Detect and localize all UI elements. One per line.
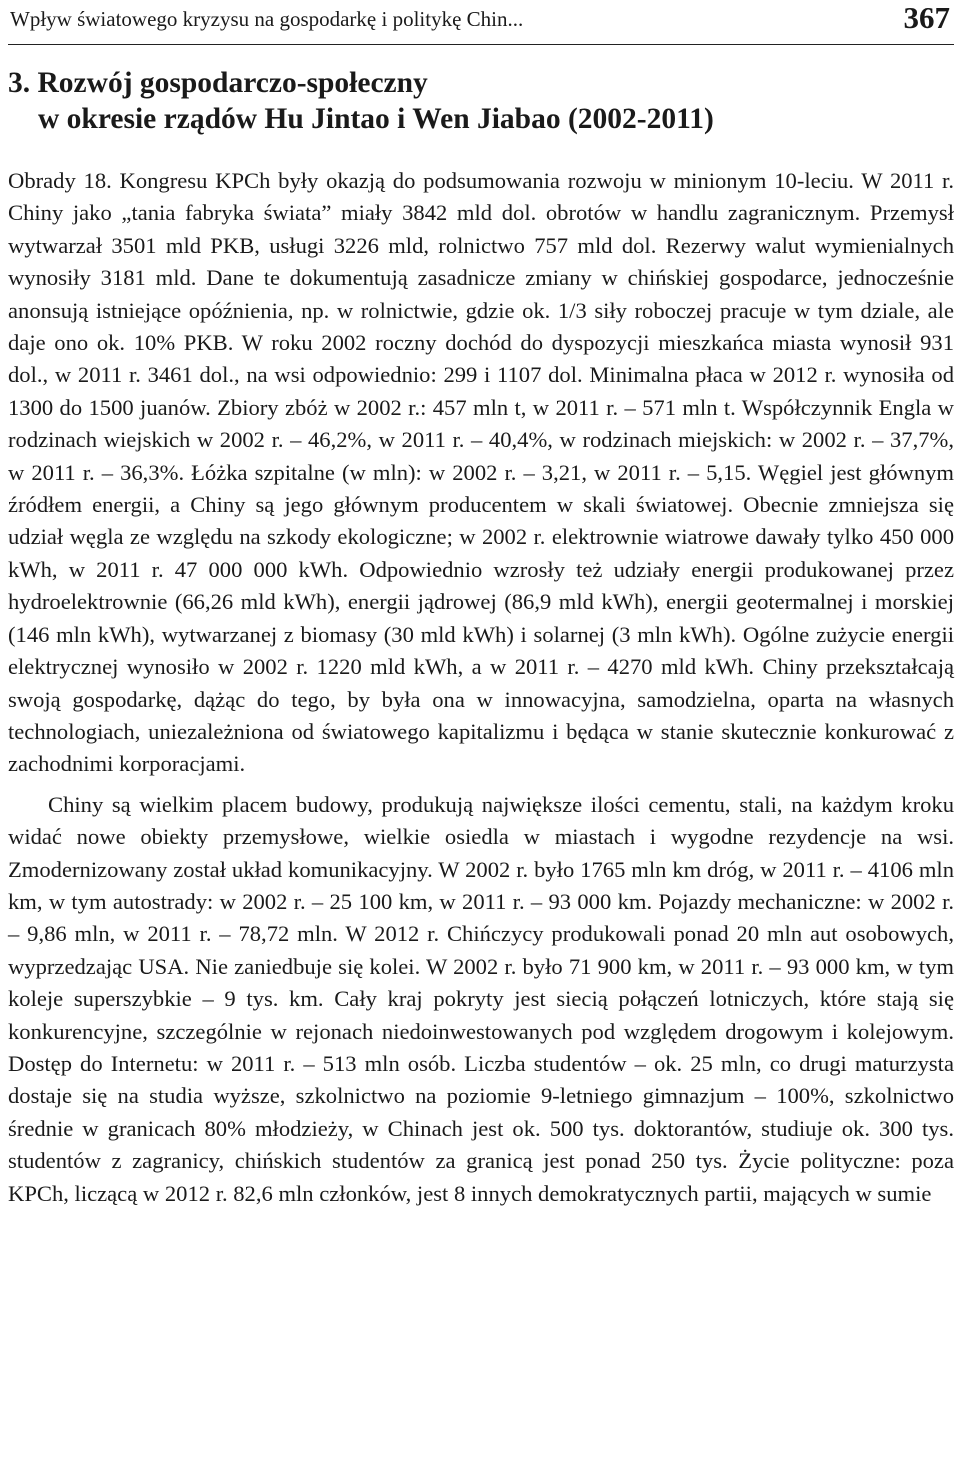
page-number: 367 [903, 0, 950, 35]
section-title-line-1: 3. Rozwój gospodarczo-społeczny [8, 67, 428, 99]
section-title [8, 65, 954, 137]
paragraph: Obrady 18. Kongresu KPCh były okazją do podsumowania rozwoju w minionym 10-leciu. W 2011 r. Chiny jako „tania fabryka świata” miały 3842 mld dol. obrotów w handlu zagranicznym. Przemysł wytwarzał 3501 mld PKB, usługi 3226 mld, rolnictwo 757 mld dol. Rezerwy walut wymienialnych wynosiły 3181 mld. Dane te dokumentują zasadnicze zmiany w chińskiej gospodarce, jednocześnie anonsują istniejące opóźnienia, np. w rolnictwie, gdzie ok. 1/3 siły roboczej pracuje w tym dziale, ale daje ono ok. 10% PKB. W roku 2002 roczny dochód do dyspozycji mieszkańca miasta wynosił 931 dol., w 2011 r. 3461 dol., na wsi odpowiednio: 299 i 1107 dol. Minimalna płaca w 2012 r. wynosiła od 1300 do 1500 juanów. Zbiory zbóż w 2002 r.: 457 mln t, w 2011 r. – 571 mln t. Współczynnik Engla w rodzinach wiejskich w 2002 r. – 46,2%, w 2011 r. – 40,4%, w rodzinach miejskich: w 2002 r. – 37,7%, w 2011 r. – 36,3%. Łóżka szpitalne (w mln): w 2002 r. – 3,21, w 2011 r. – 5,15. Węgiel jest głównym źródłem energii, a Chiny są jego głównym producentem w skali światowej. Obecnie zmniejsza się udział węgla ze względu na szkody ekologiczne; w 2002 r. elektrownie wiatrowe dawały tylko 450 000 kWh, w 2011 r. 47 000 000 kWh. Odpowiednio wzrosły też udziały energii produkowanej przez hydroelektrownie (66,26 mld kWh), energii jądrowej (86,9 mld kWh), energii geotermalnej i morskiej (146 mln kWh), wytwarzanej z biomasy (30 mld kWh) i solarnej (3 mln kWh). Ogólne zużycie energii elektrycznej wynosiło w 2002 r. 1220 mld kWh, a w 2011 r. – 4270 mld kWh. Chiny przekształcają swoją gospodarkę, dążąc do tego, by była ona w innowacyjna, samodzielna, oparta na własnych technologiach, uniezależniona od światowego kapitalizmu i będąca w stanie skutecznie konkurować z zachodnimi korporacjami. [8, 168, 954, 777]
running-header [8, 0, 954, 45]
section-title-line-2: w okresie rządów Hu Jintao i Wen Jiabao (2002-2011) [38, 103, 714, 135]
body-text [8, 165, 954, 1210]
paragraph: Chiny są wielkim placem budowy, produkują największe ilości cementu, stali, na każdym kroku widać nowe obiekty przemysłowe, wielkie osiedla w miastach i wygodne rezydencje na wsi. Zmodernizowany został układ komunikacyjny. W 2002 r. było 1765 mln km dróg, w 2011 r. – 4106 mln km, w tym autostrady: w 2002 r. – 25 100 km, w 2011 r. – 93 000 km. Pojazdy mechaniczne: w 2002 r. – 9,86 mln, w 2011 r. – 78,72 mln. W 2012 r. Chińczycy produkowali ponad 20 mln aut osobowych, wyprzedzając USA. Nie zaniedbuje się kolei. W 2002 r. było 71 900 km, w 2011 r. – 93 000 km, w tym koleje superszybkie – 9 tys. km. Cały kraj pokryty jest siecią połączeń lotniczych, które stają się konkurencyjne, szczególnie w rejonach niedoinwestowanych pod względem drogowym i kolejowym. Dostęp do Internetu: w 2011 r. – 513 mln osób. Liczba studentów – ok. 25 mln, co drugi maturzysta dostaje się na studia wyższe, szkolnictwo na poziomie 9-letniego gimnazjum – 100%, szkolnictwo średnie w granicach 80% młodzieży, w Chinach jest ok. 500 tys. doktorantów, studiuje ok. 300 tys. studentów z zagranicy, chińskich studentów za granicą jest ponad 250 tys. Życie polityczne: poza KPCh, liczącą w 2012 r. 82,6 mln członków, jest 8 innych demokratycznych partii, mających w sumie [8, 791, 954, 1206]
running-title: Wpływ światowego kryzysu na gospodarkę i politykę Chin... [10, 7, 524, 31]
